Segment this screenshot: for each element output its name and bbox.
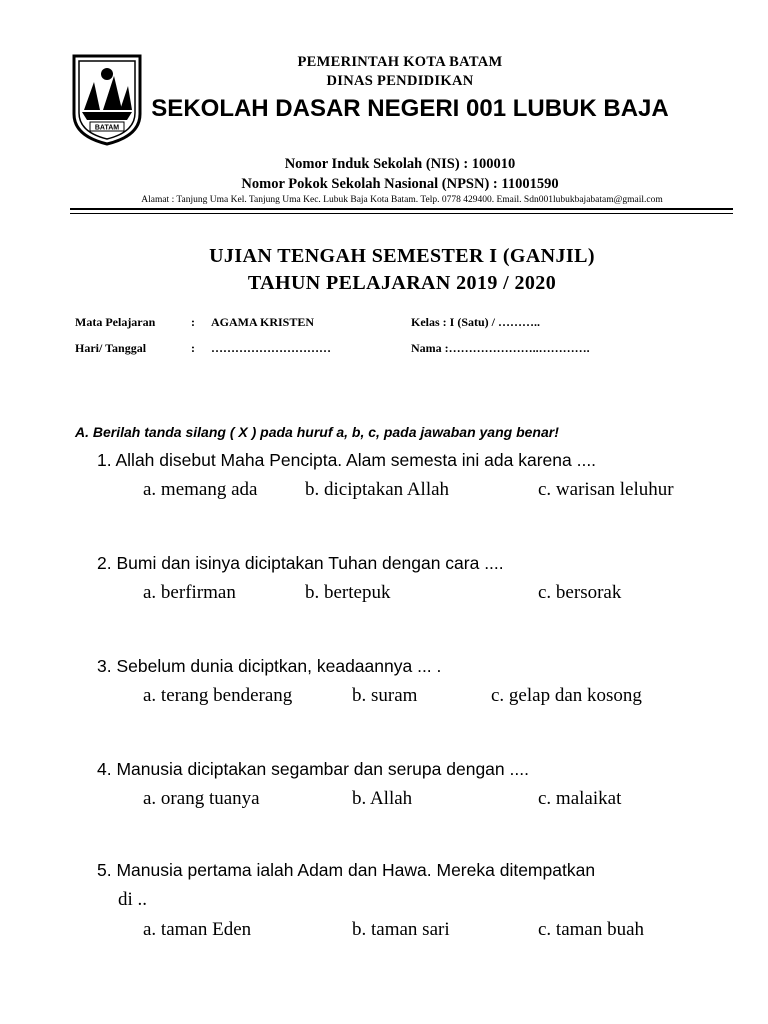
name-field[interactable]: Nama :…………………..………….	[411, 341, 590, 355]
q5-option-c[interactable]: c. taman buah	[538, 919, 645, 940]
question-2: 2. Bumi dan isinya diciptakan Tuhan dengan cara ....	[97, 553, 504, 573]
q4-option-c[interactable]: c. malaikat	[538, 788, 622, 809]
exam-year: TAHUN PELAJARAN 2019 / 2020	[247, 272, 557, 294]
question-5: 5. Manusia pertama ialah Adam dan Hawa. Mereka ditempatkan	[97, 860, 596, 880]
header-divider-thick	[70, 208, 733, 210]
class-field[interactable]: Kelas : I (Satu) / ………..	[411, 315, 540, 329]
instruction: A. Berilah tanda silang ( X ) pada huruf a, b, c, pada jawaban yang benar!	[75, 424, 559, 440]
q1-option-a[interactable]: a. memang ada	[143, 479, 258, 500]
subject-label: Mata Pelajaran	[75, 315, 156, 329]
logo-text: BATAM	[94, 124, 120, 132]
q2-option-a[interactable]: a. berfirman	[143, 582, 236, 603]
header-department: DINAS PENDIDIKAN	[326, 73, 474, 89]
q3-option-b[interactable]: b. suram	[352, 685, 418, 706]
q3-option-a[interactable]: a. terang benderang	[143, 685, 293, 706]
question-1: 1. Allah disebut Maha Pencipta. Alam semesta ini ada karena ....	[97, 450, 597, 470]
q1-option-c[interactable]: c. warisan leluhur	[538, 479, 674, 500]
question-5-continued: di ..	[118, 889, 148, 910]
question-4: 4. Manusia diciptakan segambar dan serupa dengan ....	[97, 759, 529, 779]
school-name: SEKOLAH DASAR NEGERI 001 LUBUK BAJA	[151, 95, 669, 122]
day-field[interactable]: …………………………	[211, 341, 331, 355]
q4-option-b[interactable]: b. Allah	[352, 788, 413, 809]
q4-option-a[interactable]: a. orang tuanya	[143, 788, 260, 809]
school-address: Alamat : Tanjung Uma Kel. Tanjung Uma Kec. Lubuk Baja Kota Batam. Telp. 0778 429400. Email. Sdn001lubukbajabatam@gmail.com	[141, 195, 663, 205]
subject-colon: :	[191, 315, 195, 329]
header-government: PEMERINTAH KOTA BATAM	[297, 54, 503, 70]
question-3: 3. Sebelum dunia diciptkan, keadaannya ... .	[97, 656, 442, 676]
day-colon: :	[191, 341, 195, 355]
day-label: Hari/ Tanggal	[75, 341, 147, 355]
q3-option-c[interactable]: c. gelap dan kosong	[491, 685, 642, 706]
header-divider-thin	[70, 213, 733, 214]
q5-option-a[interactable]: a. taman Eden	[143, 919, 252, 940]
q2-option-c[interactable]: c. bersorak	[538, 582, 622, 603]
exam-title: UJIAN TENGAH SEMESTER I (GANJIL)	[209, 245, 595, 267]
school-nis: Nomor Induk Sekolah (NIS) : 100010	[284, 156, 516, 172]
q2-option-b[interactable]: b. bertepuk	[305, 582, 391, 603]
school-npsn: Nomor Pokok Sekolah Nasional (NPSN) : 11001590	[241, 176, 559, 192]
subject-value: AGAMA KRISTEN	[211, 315, 315, 329]
q5-option-b[interactable]: b. taman sari	[352, 919, 450, 940]
q1-option-b[interactable]: b. diciptakan Allah	[305, 479, 450, 500]
